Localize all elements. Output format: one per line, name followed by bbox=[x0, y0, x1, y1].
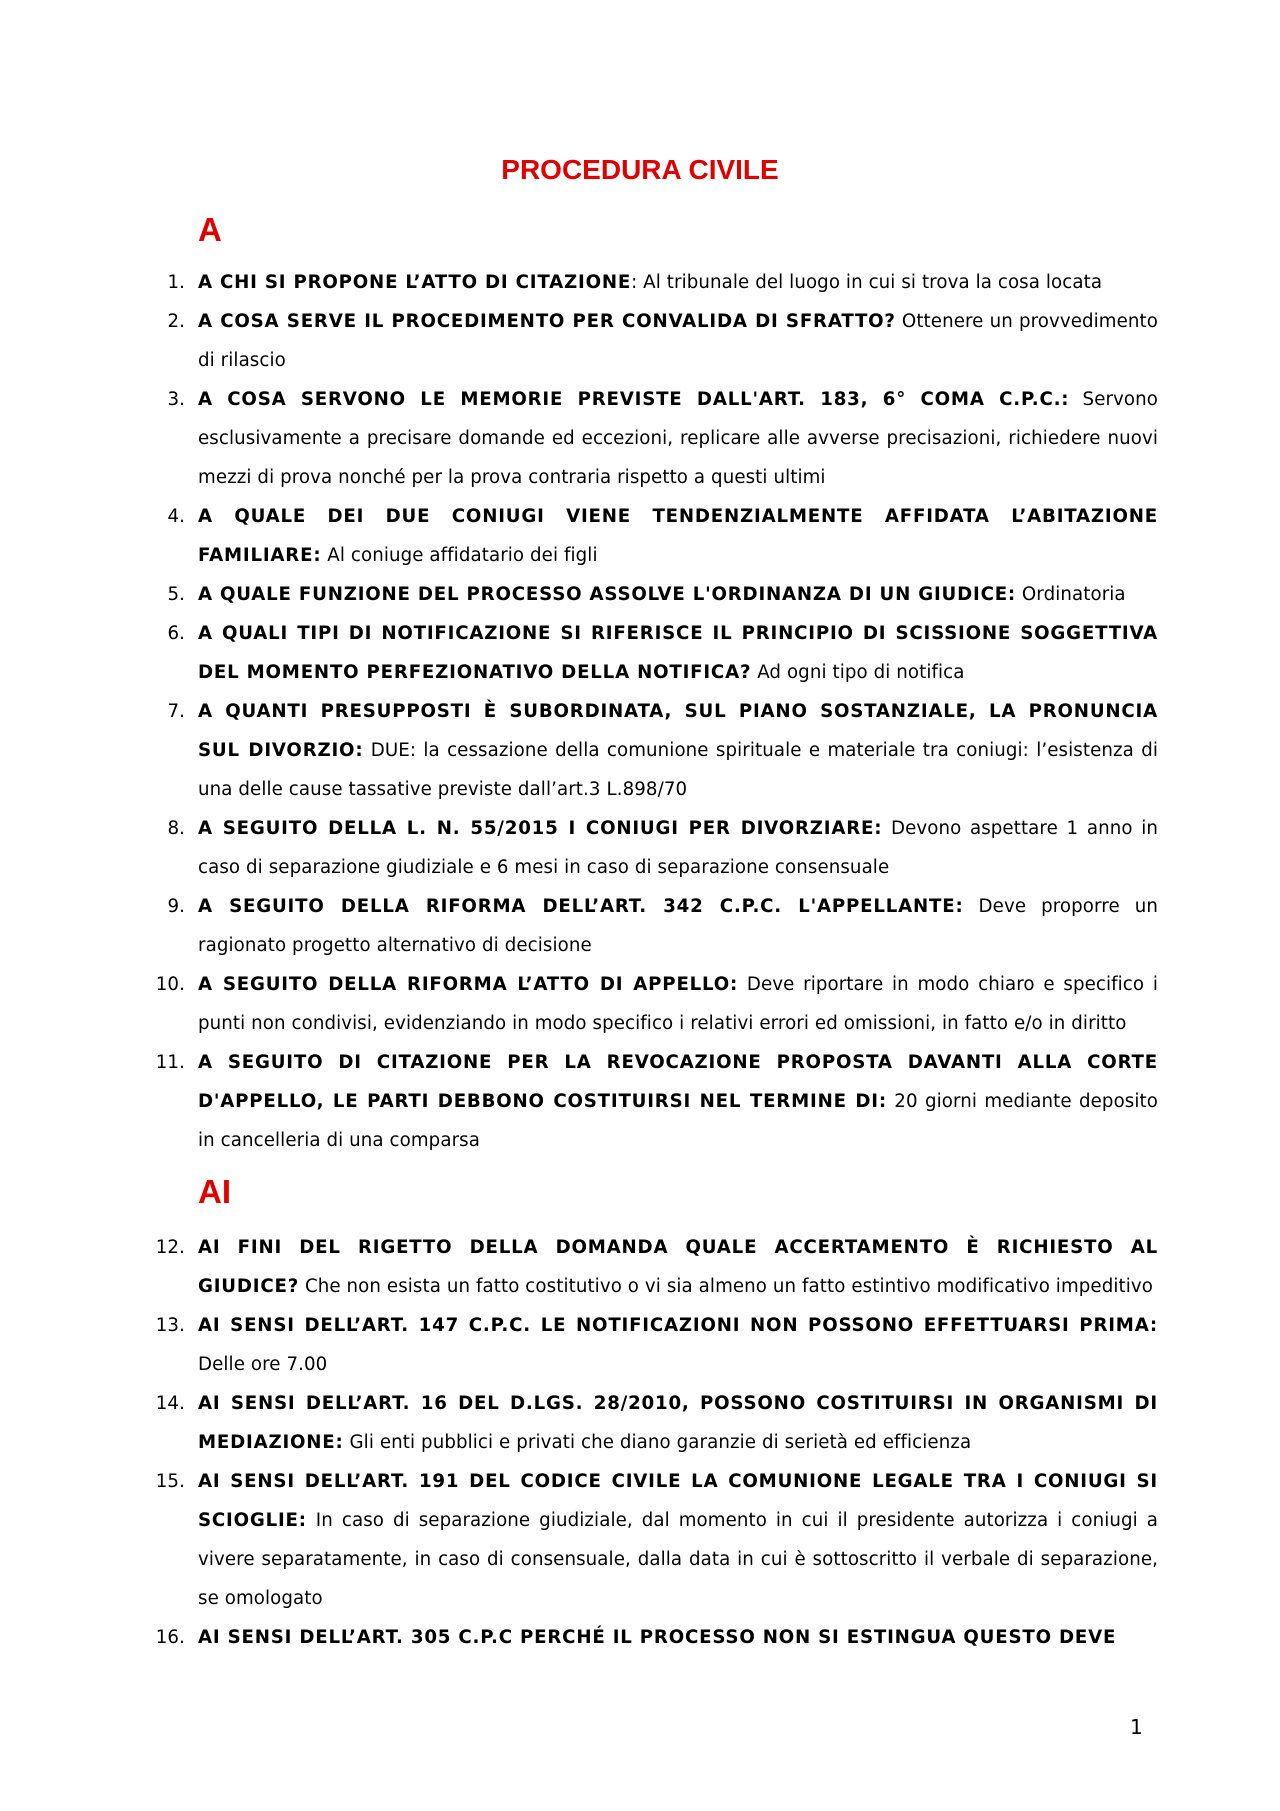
item-question: A QUALE DEI DUE CONIUGI VIENE TENDENZIALMENTE AFFIDATA L’ABITAZIONE FAMILIARE: bbox=[198, 506, 1158, 566]
list-item bbox=[0, 1043, 1158, 1160]
item-answer: Delle ore 7.00 bbox=[198, 1354, 328, 1375]
item-answer: Deve proporre un ragionato progetto alternativo di decisione bbox=[198, 896, 1158, 956]
item-number: 5. bbox=[167, 584, 185, 605]
item-number: 2. bbox=[167, 311, 185, 332]
list-item bbox=[0, 1384, 1158, 1462]
page-number: 1 bbox=[1130, 1715, 1143, 1739]
item-answer: Che non esista un fatto costitutivo o vi sia almeno un fatto estintivo modificativo impeditivo bbox=[299, 1276, 1153, 1297]
item-number: 12. bbox=[155, 1237, 185, 1258]
item-number: 10. bbox=[155, 974, 185, 995]
item-number: 13. bbox=[155, 1315, 185, 1336]
section-heading-ai: AI bbox=[198, 1173, 231, 1210]
item-question: A QUALE FUNZIONE DEL PROCESSO ASSOLVE L'ORDINANZA DI UN GIUDICE: bbox=[198, 584, 1017, 605]
item-answer: Gli enti pubblici e privati che diano garanzie di serietà ed efficienza bbox=[343, 1432, 972, 1453]
item-number: 4. bbox=[167, 506, 185, 527]
item-answer: Servono esclusivamente a precisare domande ed eccezioni, replicare alle avverse precisazioni, richiedere nuovi mezzi di prova nonché per la prova contraria rispetto a questi ultimi bbox=[198, 389, 1159, 488]
item-answer: DUE: la cessazione della comunione spirituale e materiale tra coniugi: l’esistenza di una delle cause tassative previste dall’art.3 L.898/70 bbox=[198, 740, 1158, 800]
item-answer: 20 giorni mediante deposito in cancelleria di una comparsa bbox=[198, 1091, 1158, 1151]
section-heading-a: A bbox=[198, 211, 222, 248]
item-question: A SEGUITO DELLA RIFORMA L’ATTO DI APPELLO: bbox=[198, 974, 739, 995]
item-question: A COSA SERVONO LE MEMORIE PREVISTE DALL'ART. 183, 6° COMA C.P.C.: bbox=[198, 389, 1070, 410]
list-item bbox=[0, 1618, 1158, 1657]
item-number: 1. bbox=[167, 272, 185, 293]
item-answer: Deve riportare in modo chiaro e specifico i punti non condivisi, evidenziando in modo specifico i relativi errori ed omissioni, in fatto e/o in diritto bbox=[198, 974, 1158, 1034]
list-item bbox=[0, 887, 1158, 965]
item-number: 15. bbox=[155, 1471, 185, 1492]
item-number: 16. bbox=[155, 1627, 185, 1648]
item-number: 7. bbox=[167, 701, 185, 722]
item-question: A QUANTI PRESUPPOSTI È SUBORDINATA, SUL PIANO SOSTANZIALE, LA PRONUNCIA SUL DIVORZIO: bbox=[198, 701, 1158, 761]
list-item bbox=[0, 1228, 1158, 1306]
item-question: AI SENSI DELL’ART. 191 DEL CODICE CIVILE LA COMUNIONE LEGALE TRA I CONIUGI SI SCIOGLIE: bbox=[198, 1471, 1158, 1531]
list-item bbox=[0, 692, 1158, 809]
list-item bbox=[0, 380, 1158, 497]
item-answer: Ad ogni tipo di notifica bbox=[751, 662, 965, 683]
item-question: A COSA SERVE IL PROCEDIMENTO PER CONVALIDA DI SFRATTO? bbox=[198, 311, 896, 332]
item-question: A CHI SI PROPONE L’ATTO DI CITAZIONE bbox=[198, 272, 632, 293]
item-answer: Ottenere un provvedimento di rilascio bbox=[198, 311, 1158, 371]
item-number: 3. bbox=[167, 389, 185, 410]
item-question: AI SENSI DELL’ART. 305 C.P.C PERCHÉ IL PROCESSO NON SI ESTINGUA QUESTO DEVE bbox=[198, 1627, 1117, 1648]
item-answer: Devono aspettare 1 anno in caso di separazione giudiziale e 6 mesi in caso di separazione consensuale bbox=[198, 818, 1158, 878]
item-number: 6. bbox=[167, 623, 185, 644]
item-question: AI SENSI DELL’ART. 16 DEL D.LGS. 28/2010, POSSONO COSTITUIRSI IN ORGANISMI DI MEDIAZIONE: bbox=[198, 1393, 1158, 1453]
item-question: A SEGUITO DI CITAZIONE PER LA REVOCAZIONE PROPOSTA DAVANTI ALLA CORTE D'APPELLO, LE PARTI DEBBONO COSTITUIRSI NEL TERMINE DI: bbox=[198, 1052, 1158, 1112]
item-number: 8. bbox=[167, 818, 185, 839]
item-question: A SEGUITO DELLA RIFORMA DELL’ART. 342 C.P.C. L'APPELLANTE: bbox=[198, 896, 964, 917]
list-item bbox=[0, 965, 1158, 1043]
list-item bbox=[0, 263, 1158, 302]
list-item bbox=[0, 1306, 1158, 1384]
list-item bbox=[0, 497, 1158, 575]
item-number: 11. bbox=[155, 1052, 185, 1073]
item-question: AI FINI DEL RIGETTO DELLA DOMANDA QUALE ACCERTAMENTO È RICHIESTO AL GIUDICE? bbox=[198, 1237, 1158, 1297]
item-answer: : Al tribunale del luogo in cui si trova la cosa locata bbox=[631, 272, 1103, 293]
item-answer: Al coniuge affidatario dei figli bbox=[321, 545, 598, 566]
item-answer: In caso di separazione giudiziale, dal momento in cui il presidente autorizza i coniugi a vivere separatamente, in caso di consensuale, dalla data in cui è sottoscritto il verbale di separazione, se omologato bbox=[198, 1510, 1158, 1609]
question-list-a bbox=[0, 263, 1280, 1160]
item-number: 9. bbox=[167, 896, 185, 917]
list-item bbox=[0, 575, 1158, 614]
list-item bbox=[0, 614, 1158, 692]
list-item bbox=[0, 1462, 1158, 1618]
page-title: PROCEDURA CIVILE bbox=[501, 154, 779, 185]
item-question: AI SENSI DELL’ART. 147 C.P.C. LE NOTIFICAZIONI NON POSSONO EFFETTUARSI PRIMA: bbox=[198, 1315, 1158, 1336]
question-list-ai bbox=[0, 1228, 1280, 1657]
item-question: A SEGUITO DELLA L. N. 55/2015 I CONIUGI PER DIVORZIARE: bbox=[198, 818, 883, 839]
item-answer: Ordinatoria bbox=[1016, 584, 1126, 605]
list-item bbox=[0, 302, 1158, 380]
item-number: 14. bbox=[155, 1393, 185, 1414]
list-item bbox=[0, 809, 1158, 887]
item-question: A QUALI TIPI DI NOTIFICAZIONE SI RIFERISCE IL PRINCIPIO DI SCISSIONE SOGGETTIVA DEL MOMENTO PERFEZIONATIVO DELLA NOTIFICA? bbox=[198, 623, 1158, 683]
